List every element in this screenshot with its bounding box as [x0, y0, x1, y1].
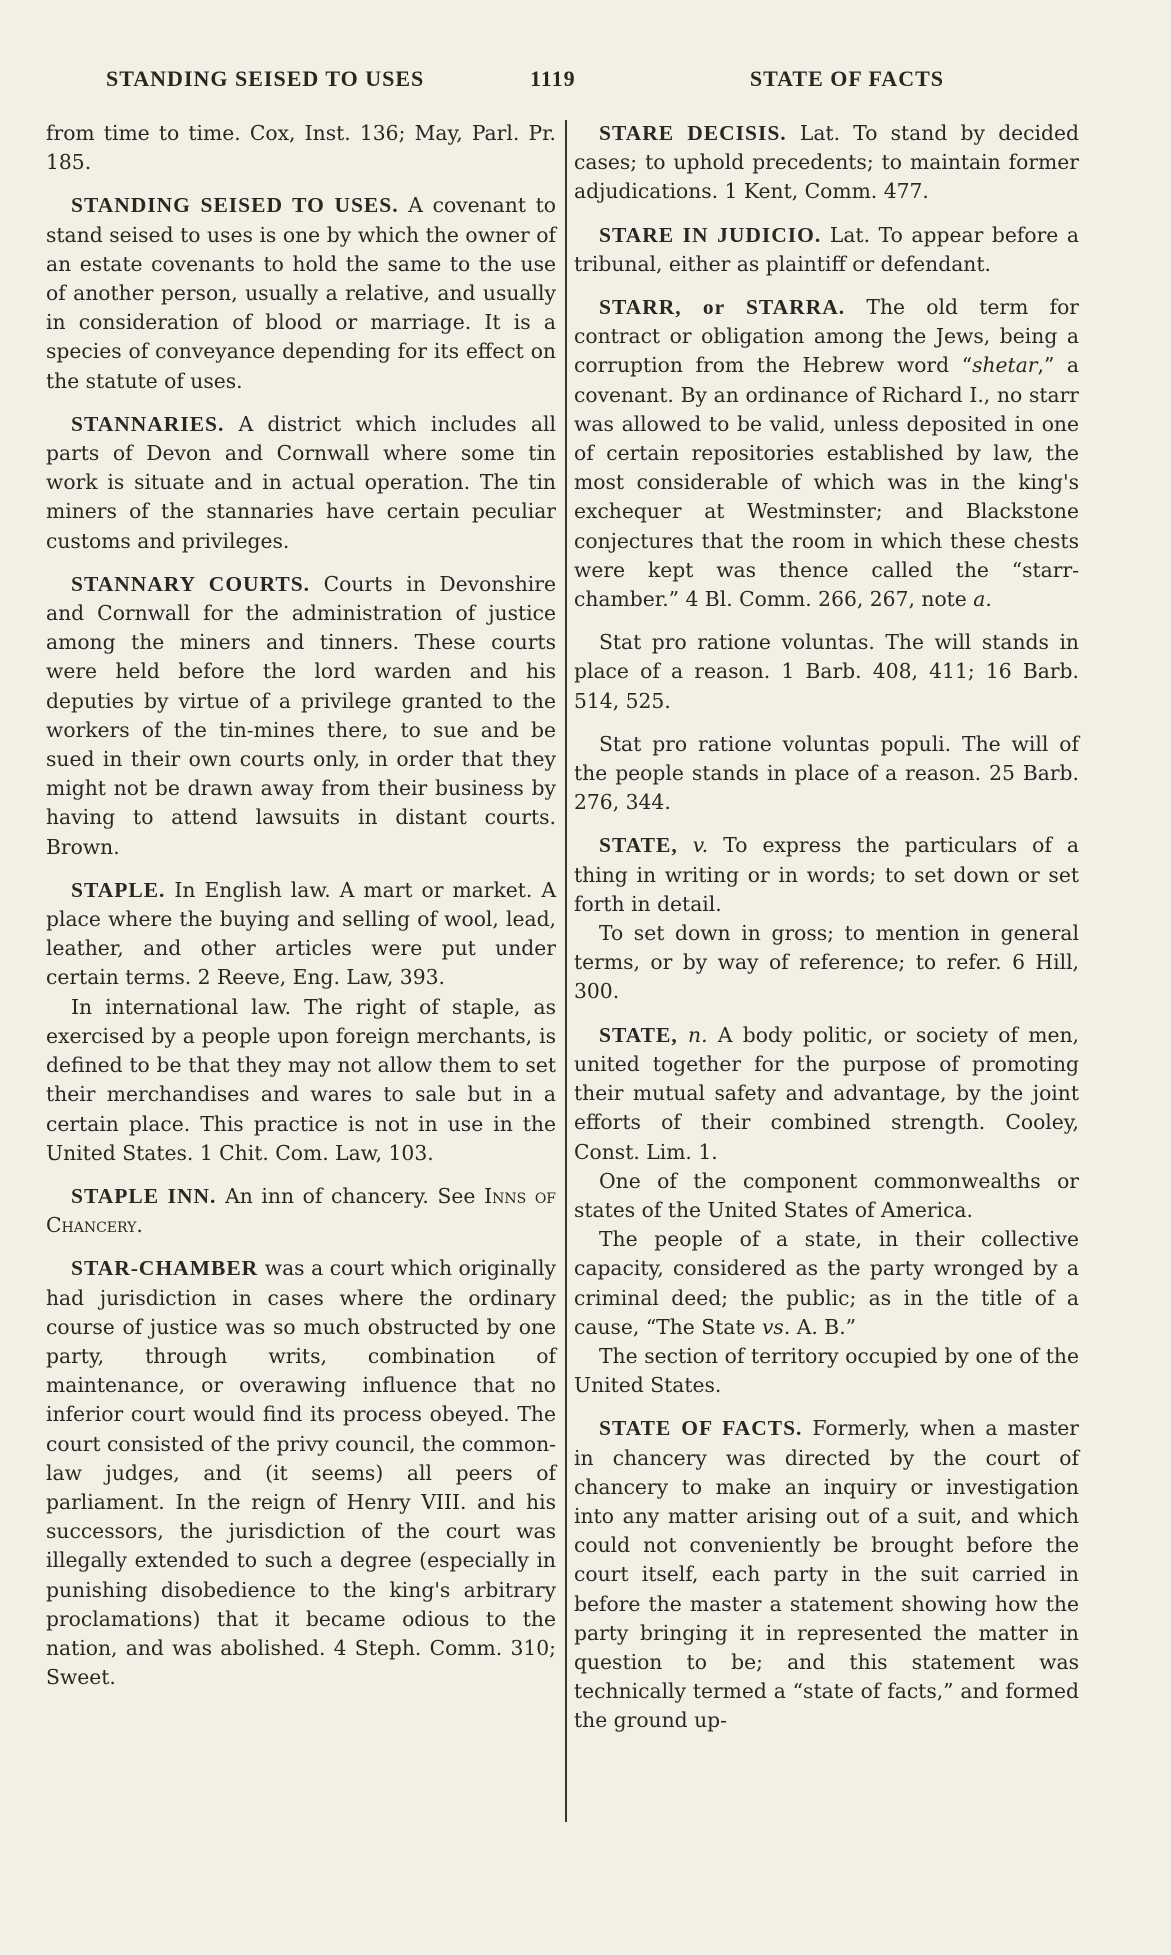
entry-headword: STARR, or STARRA.	[599, 295, 846, 320]
entry-headword: Stat pro ratione voluntas populi.	[599, 731, 952, 756]
entry-text: An inn of chancery. See	[225, 1183, 476, 1208]
entry-standing-seised-to-uses	[46, 191, 556, 395]
entry-state-of-facts	[574, 1414, 1079, 1735]
entry-headword: STANNARY COURTS.	[71, 571, 311, 596]
entry-text: Lat. To stand by decided cases; to uphold precedents; to maintain former adjudications. 1 Kent, Comm. 477.	[574, 121, 1079, 204]
entry-headword: STATE,	[599, 833, 678, 858]
entry-stannaries	[46, 410, 556, 556]
entry-headword: STAPLE INN.	[71, 1183, 217, 1208]
entry-text-tail: .	[136, 1213, 143, 1238]
entry-text: A. B.”	[796, 1314, 857, 1339]
entry-headword: STANDING SEISED TO USES.	[71, 193, 399, 218]
entry-text: Courts in Devonshire and Cornwall for the administration of justice among the miners and tinners. These courts were held before the lord warden and his deputies by virtue of a privilege granted to the workers of the tin-mines there, to sue and be sued in their own courts only, in order that they might not be drawn away from their business by having to attend lawsuits in distant courts. Brown.	[46, 571, 556, 859]
entry-headword: STARE DECISIS.	[599, 121, 787, 145]
entry-stat-pro-ratione-voluntas-populi	[574, 730, 1079, 818]
entry-paragraph: One of the component commonwealths or states of the United States of America.	[574, 1168, 1079, 1222]
entry-stannary-courts	[46, 570, 556, 862]
entry-starr	[574, 293, 1079, 614]
entry-text: To express the particulars of a thing in writing or in words; to set down or set forth in detail.	[574, 833, 1079, 916]
cross-reference: Inns of Chancery	[46, 1183, 557, 1238]
entry-headword: STATE OF FACTS.	[599, 1416, 803, 1441]
entry-text: The people of a state, in their collective capacity, considered as the party wronged by a criminal deed; the public; as in the title of a cause, “The State	[574, 1227, 1079, 1339]
entry-text: The will of the people stands in place of a reason. 25 Barb. 276, 344.	[574, 731, 1080, 815]
entry-paragraph: In international law. The right of staple, as exercised by a people upon foreign merchants, is defined to be that they may not allow them to set their merchandises and wares to sale but in a certain place. This practice is not in use in the United States. 1 Chit. Com. Law, 103.	[46, 994, 556, 1165]
entry-headword: STAPLE.	[71, 877, 166, 902]
entry-text: Formerly, when a master in chancery was directed by the court of chancery to make an inquiry or investigation into any matter arising out of a suit, and which could not conveniently be brought before the court itself, each party in the suit carried in before the master a statement showing how the party bringing it in represented the matter in question to be; and this statement was technically termed a “state of facts,” and formed the ground up-	[574, 1416, 1079, 1733]
entry-text: A covenant to stand seised to uses is one by which the owner of an estate covenants to hold the same to the use of another person, usually a relative, and usually in consideration of blood or marriage. It is a species of conveyance depending for its effect on the statute of uses.	[46, 193, 557, 393]
page-number: 1119	[530, 66, 576, 91]
entry-headword: STANNARIES.	[71, 411, 225, 436]
entry-headword: STATE,	[599, 1022, 678, 1047]
part-of-speech: v.	[692, 833, 709, 858]
entry-stat-pro-ratione-voluntas	[574, 628, 1079, 716]
entry-stare-in-judicio	[574, 221, 1079, 279]
entry-headword: STARE IN JUDICIO.	[599, 222, 822, 247]
entry-note-letter: a	[973, 587, 986, 612]
entry-stare-decisis	[574, 119, 1079, 207]
header-right-guide-word: STATE OF FACTS	[749, 66, 944, 91]
entry-headword: Stat pro ratione voluntas.	[599, 630, 875, 655]
entry-text: A body politic, or society of men, united together for the purpose of promoting their mutual safety and advantage, by the joint efforts of their combined strength. Cooley, Const. Lim. 1.	[574, 1022, 1079, 1164]
entry-text: from time to time. Cox, Inst. 136; May, Parl. Pr. 185.	[46, 121, 556, 175]
running-header	[106, 66, 944, 98]
entry-paragraph	[574, 1225, 1079, 1342]
right-column	[574, 119, 1079, 1750]
entry-paragraph: The section of territory occupied by one of the United States.	[574, 1343, 1079, 1398]
entry-text-b: ,” a covenant. By an ordinance of Richard I., no starr was allowed to be valid, unless deposited in one of certain repositories established by law, the most considerable of which was in the king's exchequer at Westminster; and Blackstone conjectures that the room in which these chests were kept was thence called the “starr-chamber.” 4 Bl. Comm. 266, 267, note	[574, 353, 1079, 612]
entry-staple	[46, 876, 556, 1168]
entry-paragraph: To set down in gross; to mention in general terms, or by way of reference; to refer. 6 Hill, 300.	[574, 921, 1079, 1004]
entry-continuation	[46, 119, 556, 177]
entry-text: A district which includes all parts of Devon and Cornwall where some tin work is situate and in actual operation. The tin miners of the stannaries have certain peculiar customs and privileges.	[46, 411, 556, 553]
entry-text: was a court which originally had jurisdiction in cases where the ordinary course of justice was so much obstructed by one party, through writs, combination of maintenance, or overawing influence that no inferior court would find its process obeyed. The court consisted of the privy council, the common-law judges, and (it seems) all peers of parliament. In the reign of Henry VIII. and his successors, the jurisdiction of the court was illegally extended to such a degree (especially in punishing disobedience to the king's arbitrary proclamations) that it became odious to the nation, and was abolished. 4 Steph. Comm. 310; Sweet.	[46, 1256, 556, 1690]
entry-text: The will stands in place of a reason. 1 Barb. 408, 411; 16 Barb. 514, 525.	[574, 630, 1079, 713]
column-divider	[565, 120, 567, 1822]
entry-text: The old term for contract or obligation among the Jews, being a corruption from the Hebrew word “	[574, 295, 1079, 378]
entry-text-tail: .	[985, 587, 992, 612]
versus-abbrev: vs.	[761, 1314, 791, 1339]
left-column	[46, 119, 556, 1706]
entry-text: In English law. A mart or market. A place where the buying and selling of wool, lead, leather, and other articles were put under certain terms. 2 Reeve, Eng. Law, 393.	[46, 877, 556, 990]
entry-headword: STAR-CHAMBER	[71, 1256, 259, 1281]
entry-text: Lat. To appear before a tribunal, either as plaintiff or defendant.	[574, 222, 1079, 276]
entry-state-verb	[574, 831, 1079, 1006]
entry-staple-inn	[46, 1182, 556, 1240]
part-of-speech: n.	[688, 1022, 708, 1047]
entry-state-noun	[574, 1021, 1079, 1401]
entry-italic-term: shetar	[972, 353, 1038, 378]
entry-star-chamber	[46, 1254, 556, 1692]
header-left-guide-word: STANDING SEISED TO USES	[106, 66, 425, 91]
